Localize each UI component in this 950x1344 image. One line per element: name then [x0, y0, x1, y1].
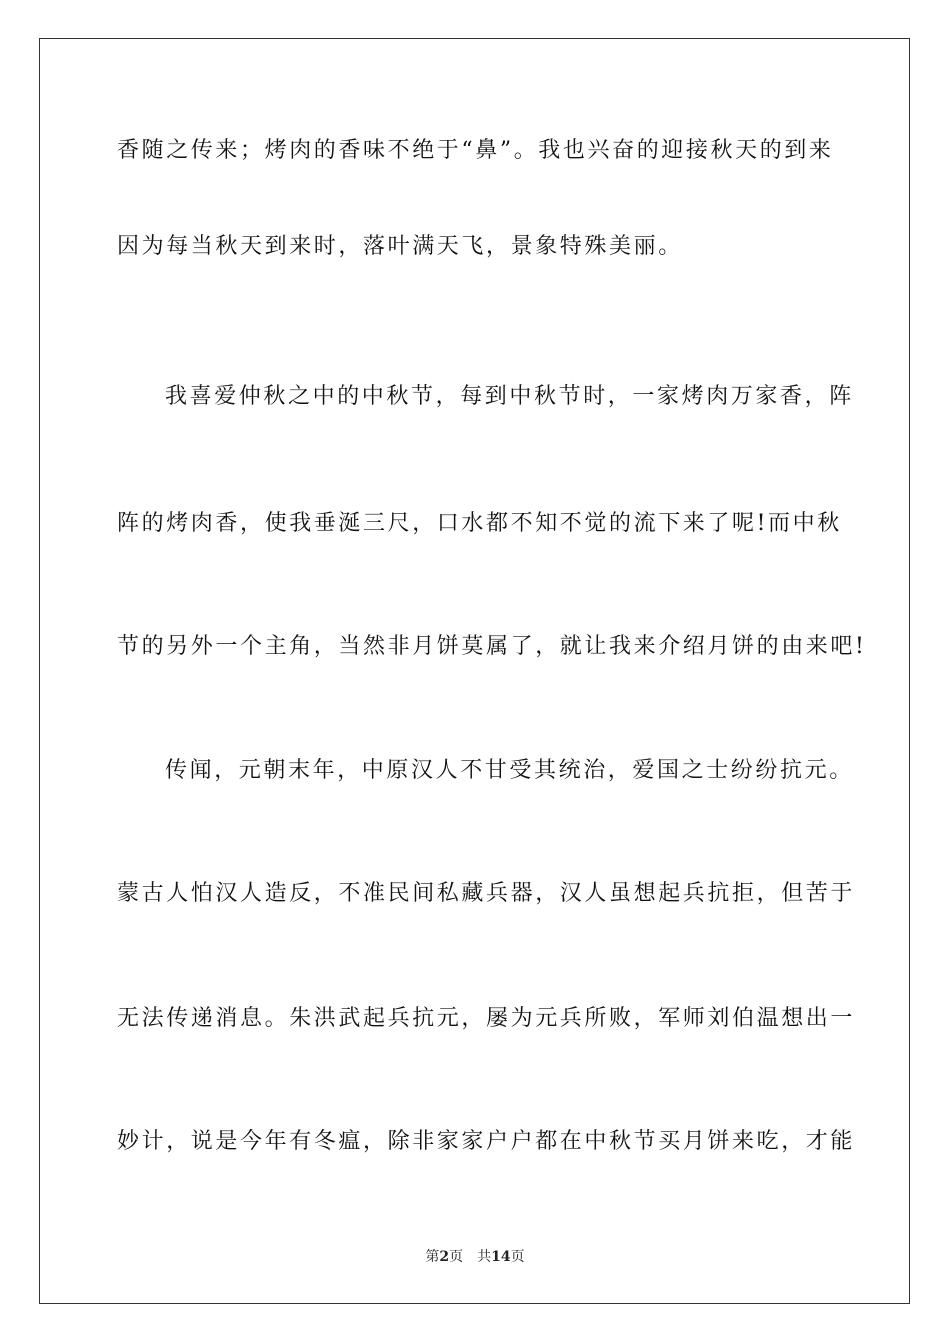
- paragraph-line-7: 蒙古人怕汉人造反，不准民间私藏兵器，汉人虽想起兵抗拒，但苦于: [117, 881, 856, 906]
- paragraph-line-6: 传闻，元朝末年，中原汉人不甘受其统治，爱国之士纷纷抗元。: [165, 758, 854, 783]
- total-suffix: 页: [510, 1249, 525, 1265]
- total-prefix: 共: [477, 1249, 492, 1265]
- paragraph-line-5: 节的另外一个主角，当然非月饼莫属了，就让我来介绍月饼的由来吧!: [117, 634, 867, 659]
- paragraph-line-2: 因为每当秋天到来时，落叶满天飞，景象特殊美丽。: [117, 234, 683, 259]
- page-footer: [0, 1248, 950, 1266]
- page-suffix: 页: [449, 1249, 464, 1265]
- paragraph-line-3: 我喜爱仲秋之中的中秋节，每到中秋节时，一家烤肉万家香，阵: [165, 384, 854, 409]
- paragraph-line-4: 阵的烤肉香，使我垂涎三尺，口水都不知不觉的流下来了呢!而中秋: [117, 511, 842, 536]
- paragraph-line-9: 妙计，说是今年有冬瘟，除非家家户户都在中秋节买月饼来吃，才能: [117, 1129, 856, 1154]
- page-border: [39, 38, 910, 1304]
- paragraph-line-8: 无法传递消息。朱洪武起兵抗元，屡为元兵所败，军师刘伯温想出一: [117, 1006, 856, 1031]
- paragraph-line-1: 香随之传来；烤肉的香味不绝于“鼻”。我也兴奋的迎接秋天的到来: [117, 138, 834, 163]
- page-number: 2: [439, 1249, 450, 1265]
- total-pages: 14: [491, 1249, 511, 1265]
- page-prefix: 第: [425, 1249, 440, 1265]
